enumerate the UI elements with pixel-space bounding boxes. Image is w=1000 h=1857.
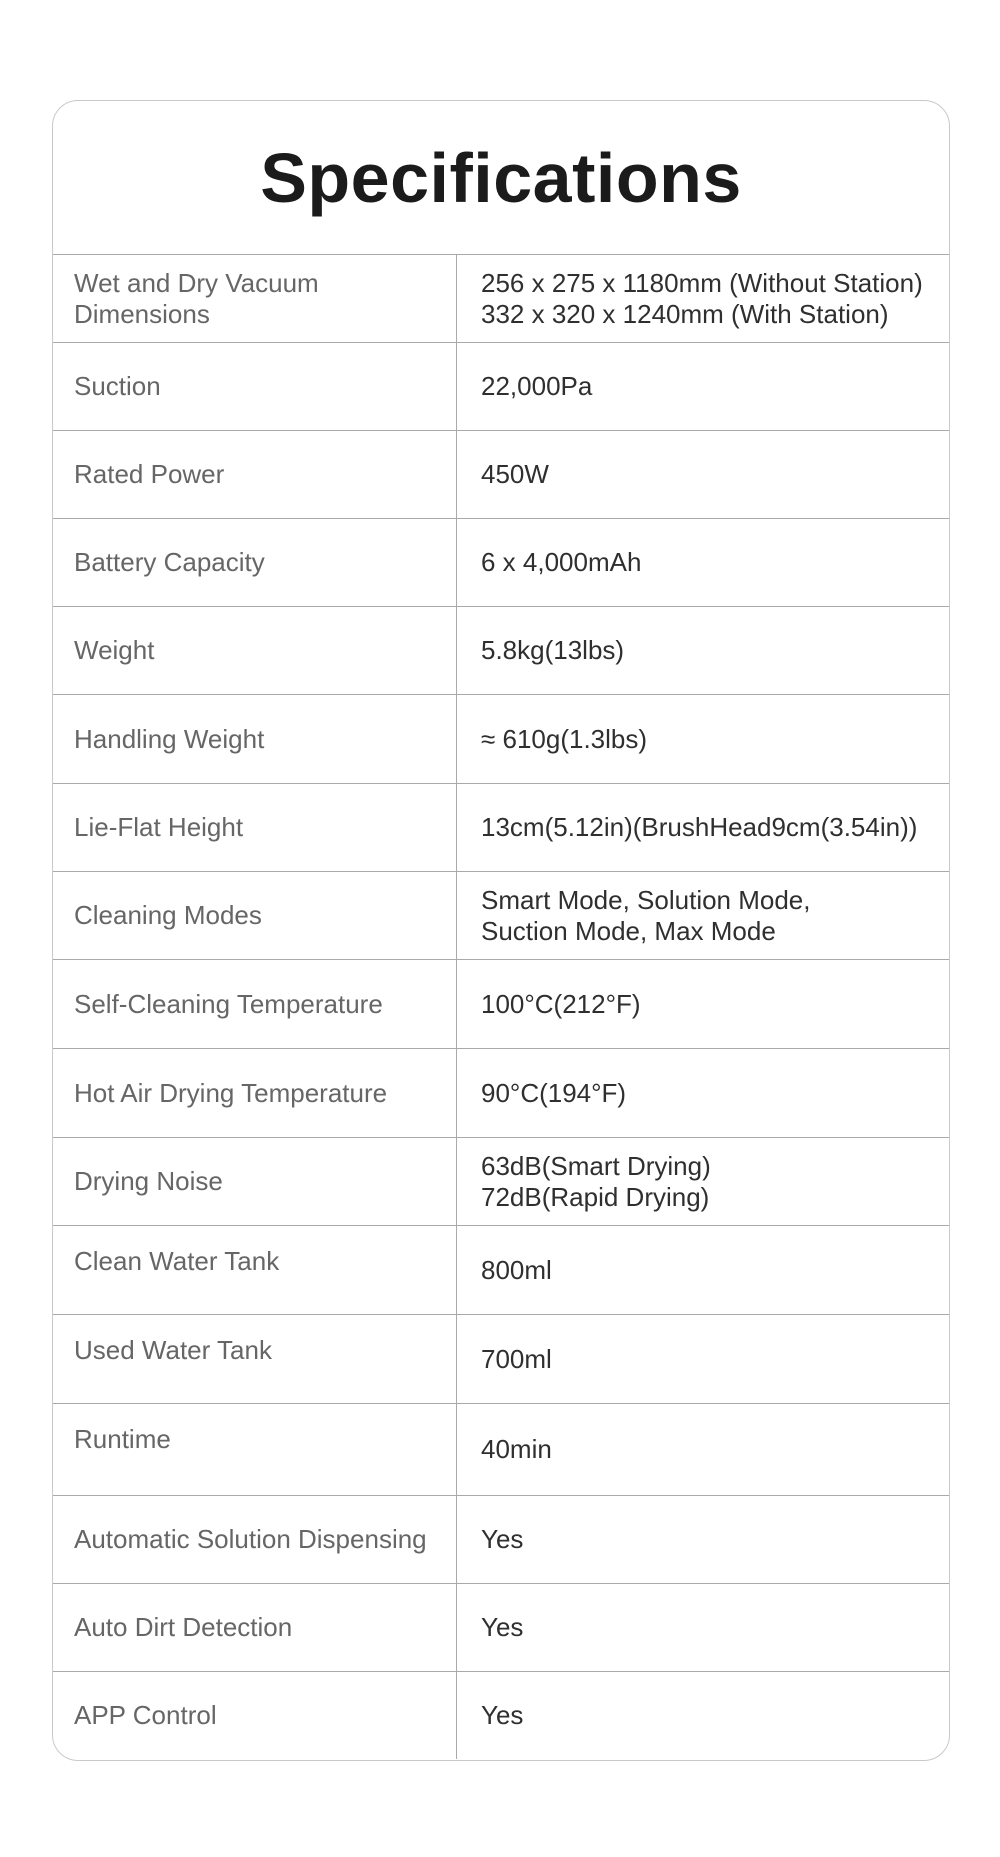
spec-value	[457, 1315, 949, 1403]
spec-row	[53, 1404, 949, 1496]
spec-label: Drying Noise	[53, 1138, 457, 1225]
spec-table	[53, 255, 949, 1759]
spec-value	[457, 519, 949, 606]
spec-value	[457, 1584, 949, 1671]
spec-value-line: Suction Mode, Max Mode	[481, 915, 776, 946]
spec-value-line: Yes	[481, 1612, 524, 1642]
spec-value-line: 100°C(212°F)	[481, 988, 641, 1019]
spec-row	[53, 1496, 949, 1584]
spec-value	[457, 1404, 949, 1495]
spec-value	[457, 872, 949, 959]
spec-value	[457, 784, 949, 871]
spec-row	[53, 1584, 949, 1672]
spec-value	[457, 960, 949, 1048]
spec-label: Runtime	[53, 1404, 457, 1495]
spec-value-line: Yes	[481, 1524, 524, 1554]
spec-label: Self-Cleaning Temperature	[53, 960, 457, 1048]
spec-label: Hot Air Drying Temperature	[53, 1049, 457, 1137]
spec-value	[457, 695, 949, 783]
spec-row	[53, 431, 949, 519]
spec-row	[53, 1138, 949, 1226]
spec-row	[53, 872, 949, 960]
spec-value-line: Yes	[481, 1700, 524, 1730]
spec-label: Cleaning Modes	[53, 872, 457, 959]
spec-value-line: 256 x 275 x 1180mm (Without Station)	[481, 267, 923, 298]
page-title: Specifications	[53, 101, 949, 255]
spec-value-line: 13cm(5.12in)(BrushHead9cm(3.54in))	[481, 812, 918, 842]
spec-label: Weight	[53, 607, 457, 694]
spec-row	[53, 695, 949, 784]
spec-label: Rated Power	[53, 431, 457, 518]
spec-value	[457, 1672, 949, 1759]
spec-label: Battery Capacity	[53, 519, 457, 606]
spec-row	[53, 960, 949, 1049]
spec-label: Lie-Flat Height	[53, 784, 457, 871]
spec-row	[53, 784, 949, 872]
spec-row	[53, 1226, 949, 1315]
spec-value-line: Smart Mode, Solution Mode,	[481, 884, 811, 915]
spec-row	[53, 1315, 949, 1404]
spec-value	[457, 343, 949, 430]
spec-label: Clean Water Tank	[53, 1226, 457, 1314]
spec-value	[457, 431, 949, 518]
spec-row	[53, 1049, 949, 1138]
spec-label: Used Water Tank	[53, 1315, 457, 1403]
spec-value-line: 700ml	[481, 1343, 552, 1374]
spec-value-line: 72dB(Rapid Drying)	[481, 1181, 710, 1212]
spec-value-line: 6 x 4,000mAh	[481, 547, 642, 577]
spec-value	[457, 607, 949, 694]
spec-row	[53, 607, 949, 695]
spec-row	[53, 255, 949, 343]
spec-label: Handling Weight	[53, 695, 457, 783]
spec-value-line: 63dB(Smart Drying)	[481, 1150, 711, 1181]
spec-value-line: ≈ 610g(1.3lbs)	[481, 723, 648, 754]
spec-value	[457, 1226, 949, 1314]
spec-label: Auto Dirt Detection	[53, 1584, 457, 1671]
spec-value	[457, 255, 949, 342]
spec-label: Suction	[53, 343, 457, 430]
specifications-card	[52, 100, 950, 1761]
spec-value-line: 5.8kg(13lbs)	[481, 635, 625, 665]
spec-value-line: 40min	[481, 1434, 552, 1464]
spec-value-line: 90°C(194°F)	[481, 1077, 627, 1108]
spec-value-line: 22,000Pa	[481, 371, 593, 401]
spec-value	[457, 1496, 949, 1583]
spec-row	[53, 519, 949, 607]
spec-value-line: 800ml	[481, 1254, 552, 1285]
spec-value-line: 450W	[481, 459, 549, 489]
spec-label: Wet and Dry Vacuum Dimensions	[53, 255, 457, 342]
spec-value-line: 332 x 320 x 1240mm (With Station)	[481, 298, 889, 329]
spec-label: Automatic Solution Dispensing	[53, 1496, 457, 1583]
spec-row	[53, 343, 949, 431]
spec-value	[457, 1138, 949, 1225]
spec-value	[457, 1049, 949, 1137]
spec-row	[53, 1672, 949, 1759]
spec-label: APP Control	[53, 1672, 457, 1759]
